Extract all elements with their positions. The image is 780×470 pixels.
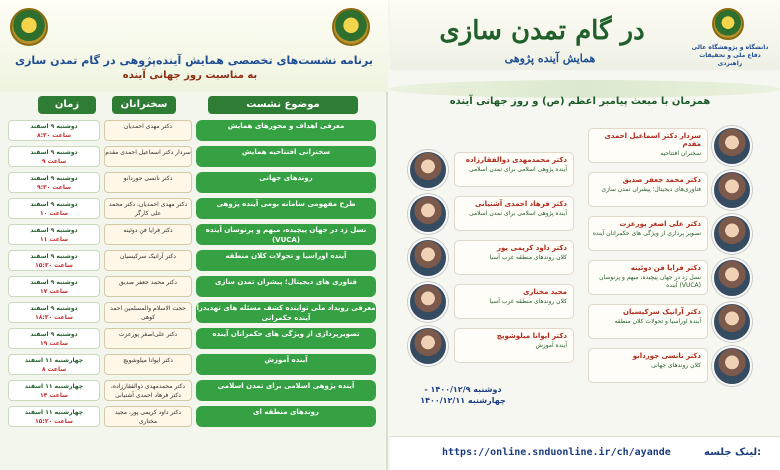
speaker-card (588, 260, 708, 295)
speaker-topic: آینده آموزش (535, 342, 567, 349)
speaker-name: دکتر داود کریمی پور (497, 244, 567, 252)
session-speaker: حجت الاسلام والمسلمین احمد کوهی (104, 302, 192, 323)
session-hour: ساعت ۱۴ (39, 392, 69, 399)
session-day: دوشنبه ۹ اسفند (30, 305, 78, 312)
speaker-avatar (408, 326, 448, 366)
speaker-name: دکتر فرهاد احمدی آشتیانی (474, 200, 567, 208)
speaker-avatar (712, 214, 752, 254)
session-hour: ساعت ۱۸:۳۰ (35, 314, 73, 321)
session-hour: ساعت ۱۵:۳۰ (35, 418, 73, 425)
speaker-name: دکتر محمدمهدی ذوالفقارزاده (465, 156, 567, 164)
university-logo-icon (332, 8, 370, 46)
session-topic: روندهای جهانی (196, 172, 376, 193)
session-time (8, 406, 100, 427)
session-speaker: دکتر فرایا فن دوئینه (104, 224, 192, 245)
speaker-name: دکتر آرانیک سرکیسیان (623, 308, 701, 316)
session-speaker: دکتر داود کریمی پور، مجید مختاری (104, 406, 192, 427)
speaker-card (588, 348, 708, 383)
session-speaker: دکتر محمد جعفر صدیق (104, 276, 192, 297)
session-day: دوشنبه ۹ اسفند (30, 201, 78, 208)
speaker-topic: آینده پژوهی اسلامی برای تمدن اسلامی (468, 210, 567, 217)
speaker-topic: کلان روندهای جهانی (651, 362, 701, 369)
speaker-name: دکتر علی اصغر پورعزت (619, 220, 701, 228)
session-speaker: دکتر محمدمهدی ذوالفقارزاده، دکتر فرهاد احمدی آشتیانی (104, 380, 192, 401)
schedule-row (8, 120, 378, 141)
speaker-card (454, 240, 574, 275)
session-topic: روندهای منطقه ای (196, 406, 376, 427)
schedule-row (8, 172, 378, 193)
university-name: دانشگاه و پژوهشگاه عالی دفاع ملی و تحقیقات راهبردی (691, 44, 769, 67)
speaker-topic: آینده پژوهی اسلامی برای تمدن اسلامی (468, 166, 567, 173)
session-day: دوشنبه ۹ اسفند (30, 279, 78, 286)
meeting-link[interactable]: https://online.snduonline.ir/ch/ayande (442, 447, 671, 458)
session-hour: ساعت ۱۹ (39, 340, 69, 347)
session-topic: آینده پژوهی اسلامی برای تمدن اسلامی (196, 380, 376, 401)
speaker-name: دکتر فرایا فن دوئینه (630, 264, 701, 272)
schedule-subtitle: به مناسبت روز جهانی آینده (122, 70, 258, 81)
schedule-row (8, 224, 378, 245)
session-time (8, 354, 100, 375)
session-topic: سخنرانی افتتاحیه همایش (196, 146, 376, 167)
speaker-card (588, 304, 708, 339)
speaker-name: دکتر محمد جعفر صدیق (622, 176, 701, 184)
university-logo-icon (712, 8, 744, 40)
session-speaker: دکتر آرانیک سرکیسیان (104, 250, 192, 271)
session-day: دوشنبه ۹ اسفند (30, 123, 78, 130)
meeting-link-label: لینک جلسه: (704, 447, 762, 458)
session-topic: طرح مفهومی سامانه بومی آینده پژوهی (196, 198, 376, 219)
speaker-topic: فناوری‌های دیجیتال؛ پیشران تمدن سازی (601, 186, 701, 193)
schedule-row (8, 406, 378, 427)
schedule-row (8, 146, 378, 167)
speaker-card (588, 172, 708, 207)
session-day: چهارشنبه ۱۱ اسفند (24, 383, 84, 390)
session-day: دوشنبه ۹ اسفند (30, 331, 78, 338)
session-topic: آینده آموزش (196, 354, 376, 375)
speaker-avatar (408, 194, 448, 234)
session-time (8, 224, 100, 245)
speaker-avatar (408, 238, 448, 278)
speaker-card (454, 196, 574, 231)
speaker-topic: سخنران افتتاحیه (660, 150, 701, 157)
session-day: چهارشنبه ۱۱ اسفند (24, 357, 84, 364)
speaker-name: دکتر نانسی جوردانو (632, 352, 701, 360)
session-topic: معرفی اهداف و محورهای همایش (196, 120, 376, 141)
session-speaker: دکتر ایوانا میلوشویچ (104, 354, 192, 375)
session-topic: تصویرپردازی از ویژگی های حکمرانان آینده (196, 328, 376, 349)
university-logo-icon (10, 8, 48, 46)
session-time (8, 328, 100, 349)
session-hour: ساعت ۱۷ (39, 288, 69, 295)
session-speaker: دکتر علی‌اصغر پورعزت (104, 328, 192, 349)
occasion-line: همزمان با مبعث پیامبر اعظم (ص) و روز جهانی آینده (449, 96, 711, 107)
schedule-row (8, 380, 378, 401)
schedule-row (8, 276, 378, 297)
schedule-row (8, 328, 378, 349)
session-hour: ساعت ۸:۳۰ (36, 132, 72, 139)
speaker-avatar (712, 346, 752, 386)
speakers-poster (390, 0, 780, 470)
speaker-name: مجید مختاری (522, 288, 567, 296)
conference-subtitle: همایش آینده پژوهی (504, 52, 596, 65)
session-day: دوشنبه ۹ اسفند (30, 149, 78, 156)
speaker-avatar (712, 126, 752, 166)
session-time (8, 250, 100, 271)
speaker-card (588, 216, 708, 251)
speaker-card (454, 152, 574, 187)
conference-title: در گام تمدن سازی (439, 16, 645, 46)
session-speaker: سردار دکتر اسماعیل احمدی مقدم (104, 146, 192, 167)
speaker-topic: نسل زد در جهان پیچیده، مبهم و پرنوسان آینده (VUCA) (599, 274, 701, 289)
session-hour: ساعت ۱۰ (39, 210, 69, 217)
link-bar (390, 436, 780, 470)
session-topic: آینده اوراسیا و تحولات کلان منطقه (196, 250, 376, 271)
schedule-poster (0, 0, 388, 470)
time-header: زمان (38, 96, 96, 114)
session-speaker: دکتر مهدی احمدیان (104, 120, 192, 141)
session-hour: ساعت ۸ (41, 366, 67, 373)
speaker-avatar (408, 150, 448, 190)
speaker-topic: کلان روندهای منطقه غرب آسیا (489, 254, 567, 261)
session-speaker: دکتر مهدی احمدیان، دکتر محمد علی کارگر (104, 198, 192, 219)
session-speaker: دکتر نانسی جوردانو (104, 172, 192, 193)
session-topic: فناوری های دیجیتال؛ پیشران تمدن سازی (196, 276, 376, 297)
session-hour: ساعت ۹ (41, 158, 67, 165)
session-hour: ساعت ۱۱ (39, 236, 69, 243)
speaker-avatar (712, 302, 752, 342)
schedule-row (8, 198, 378, 219)
session-day: چهارشنبه ۱۱ اسفند (24, 409, 84, 416)
speaker-card (588, 128, 708, 163)
session-topic: معرفی رویداد ملی تواینده کشف مسئله های تهدیدزا آینده حکمرانی (196, 304, 376, 322)
schedule-row (8, 250, 378, 271)
session-day: دوشنبه ۹ اسفند (30, 227, 78, 234)
speaker-topic: آینده اوراسیا و تحولات کلان منطقه (614, 318, 701, 325)
topic-header: موضوع نشست (208, 96, 358, 114)
session-hour: ساعت ۹:۳۰ (36, 184, 72, 191)
speaker-card (454, 328, 574, 363)
session-time (8, 120, 100, 141)
session-day: دوشنبه ۹ اسفند (30, 253, 78, 260)
session-topic: نسل زد در جهان پیچیده، مبهم و پرنوسان آینده (VUCA) (196, 224, 376, 245)
speakers-header: سخنرانان (112, 96, 176, 114)
speaker-avatar (712, 258, 752, 298)
speaker-name: سردار دکتر اسماعیل احمدی مقدم (604, 132, 701, 148)
speaker-name: دکتر ایوانا میلوشویچ (496, 332, 567, 340)
session-day: دوشنبه ۹ اسفند (30, 175, 78, 182)
speaker-avatar (712, 170, 752, 210)
speaker-card (454, 284, 574, 319)
session-time (8, 276, 100, 297)
speaker-topic: تصویر پردازی از ویژگی های حکمرانان آینده (592, 230, 701, 237)
session-time (8, 146, 100, 167)
session-hour: ساعت ۱۵:۳۰ (35, 262, 73, 269)
schedule-row (8, 354, 378, 375)
schedule-title: برنامه نشست‌های تخصصی همایش آینده‌پژوهی در گام تمدن سازی (14, 54, 373, 67)
session-time (8, 198, 100, 219)
schedule-row (8, 302, 378, 323)
session-time (8, 302, 100, 323)
session-time (8, 380, 100, 401)
speaker-topic: کلان روندهای منطقه غرب آسیا (489, 298, 567, 305)
session-time (8, 172, 100, 193)
conference-date: دوشنبه ۱۴۰۰/۱۲/۹ - چهارشنبه ۱۴۰۰/۱۲/۱۱ (420, 385, 506, 405)
speaker-avatar (408, 282, 448, 322)
